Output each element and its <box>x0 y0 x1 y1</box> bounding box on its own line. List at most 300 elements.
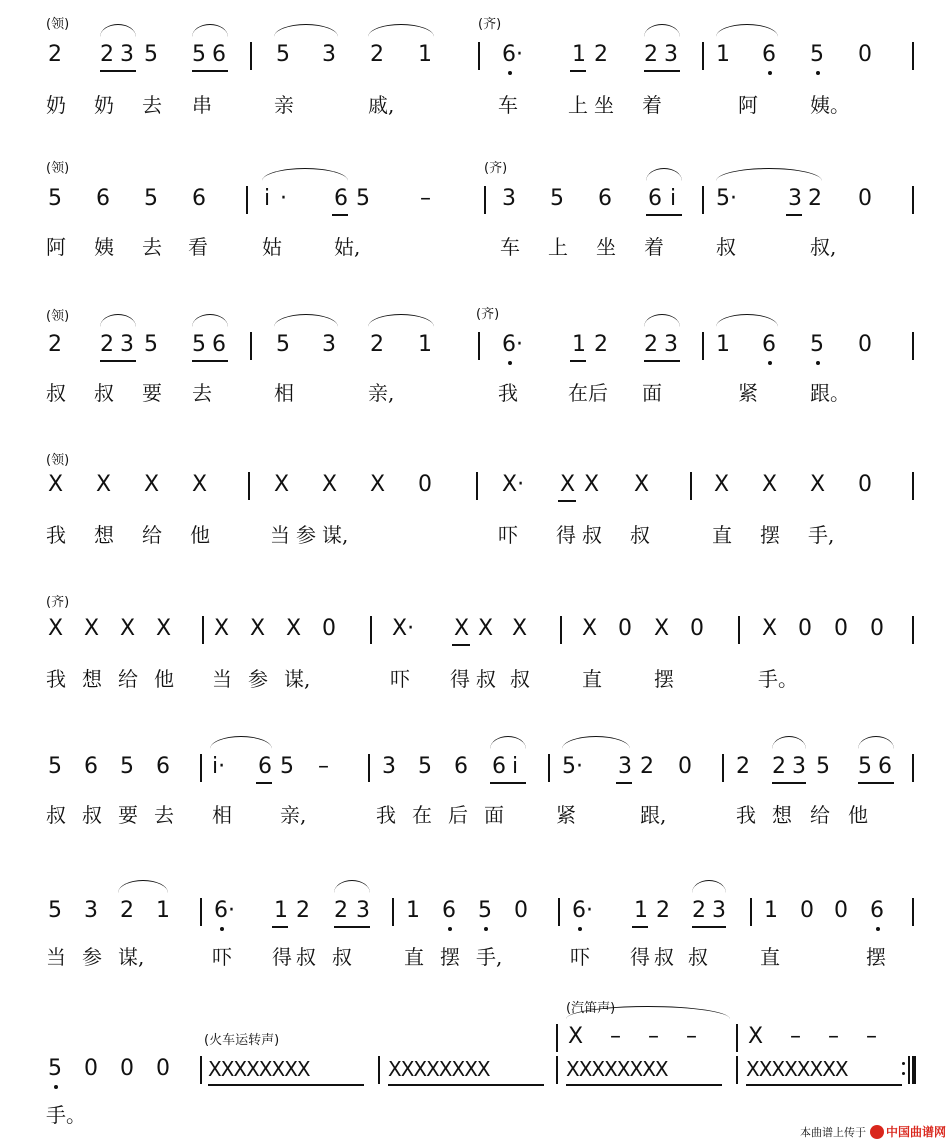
note: 6 <box>598 186 612 211</box>
note: 1 <box>406 898 420 923</box>
note: 5 <box>48 1056 62 1081</box>
lyric: 想 <box>772 803 792 827</box>
note: 1 <box>274 898 288 923</box>
note: 6 <box>156 754 170 779</box>
note: X· <box>502 472 525 497</box>
barline <box>912 42 914 70</box>
note: 0 <box>858 332 872 357</box>
underline <box>746 1084 902 1086</box>
note: 5· <box>562 754 583 779</box>
octave-dot <box>876 927 880 931</box>
barline <box>200 754 202 782</box>
octave-dot <box>220 927 224 931</box>
logo-text: 中国曲谱网 <box>885 1125 946 1139</box>
note: 6 <box>192 186 206 211</box>
underline <box>570 70 586 72</box>
barline <box>736 1024 738 1052</box>
lyric: 叔 <box>82 803 102 827</box>
note: X <box>274 472 290 497</box>
note: 2 <box>640 754 654 779</box>
lyric: 直 <box>582 667 602 691</box>
note: XXXXXXXX <box>746 1057 848 1081</box>
note: 5 <box>816 754 830 779</box>
lyric: 手, <box>808 523 835 547</box>
slur <box>100 314 136 327</box>
note: 2 <box>100 42 114 67</box>
note: 0 <box>834 898 848 923</box>
note: 2 <box>120 898 134 923</box>
lyric: 看 <box>188 235 208 259</box>
lyric: 当 <box>212 667 232 691</box>
note: 1 <box>764 898 778 923</box>
note: X <box>478 616 494 641</box>
underline <box>566 1084 722 1086</box>
underline <box>772 782 806 784</box>
lyric: 给 <box>810 803 830 827</box>
lyrics-line <box>0 232 952 262</box>
system-5 <box>0 590 952 700</box>
note: 3 <box>322 332 336 357</box>
slur <box>644 314 680 327</box>
lyric: 手, <box>476 945 503 969</box>
note: – <box>866 1024 877 1049</box>
note: 5 <box>192 42 206 67</box>
lyric: 摆 <box>440 945 460 969</box>
lyric: 姑 <box>262 235 282 259</box>
barline <box>750 898 752 926</box>
note: 2 <box>48 42 62 67</box>
note: XXXXXXXX <box>388 1057 490 1081</box>
system-1 <box>0 8 952 128</box>
note: X <box>322 472 338 497</box>
lyric: 他 <box>848 803 868 827</box>
lyric: 给 <box>118 667 138 691</box>
slur <box>716 314 778 327</box>
notation-line <box>0 752 952 782</box>
note: 0 <box>858 42 872 67</box>
lyric: 紧 <box>738 381 758 405</box>
underline <box>192 70 228 72</box>
barline <box>690 472 692 500</box>
underline <box>646 214 682 216</box>
lyric: 叔 <box>688 945 708 969</box>
part-label-all: (齐) <box>46 595 70 610</box>
barline <box>912 898 914 926</box>
barline <box>368 754 370 782</box>
underline <box>858 782 894 784</box>
note: 5 <box>418 754 432 779</box>
lyric: 手。 <box>46 1103 86 1127</box>
slur <box>210 736 272 749</box>
note: X <box>714 472 730 497</box>
note: 0 <box>858 472 872 497</box>
note: X <box>560 472 576 497</box>
note: 1 <box>418 332 432 357</box>
lyric: 他 <box>190 523 210 547</box>
slur <box>100 24 136 37</box>
lyric: 想 <box>94 523 114 547</box>
note: 0 <box>156 1056 170 1081</box>
barline <box>476 472 478 500</box>
note: 6 <box>258 754 272 779</box>
note: 1 <box>572 42 586 67</box>
octave-dot <box>508 361 512 365</box>
lyrics-line <box>0 664 952 694</box>
barline <box>484 186 486 214</box>
note: – <box>610 1024 621 1049</box>
lyric: 想 <box>82 667 102 691</box>
note: 2 <box>808 186 822 211</box>
slur <box>772 736 806 749</box>
note: 6 <box>442 898 456 923</box>
note: i <box>670 186 677 211</box>
lyric: 阿 <box>46 235 66 259</box>
note: X <box>214 616 230 641</box>
barline <box>392 898 394 926</box>
note: 3 <box>84 898 98 923</box>
note: – <box>420 186 431 211</box>
note: 0 <box>690 616 704 641</box>
lyric: 得 <box>630 945 650 969</box>
notation-line <box>0 1054 952 1084</box>
note: 6 <box>334 186 348 211</box>
barline <box>250 332 252 360</box>
note: X <box>96 472 112 497</box>
barline <box>736 1056 738 1084</box>
lyric: 亲, <box>280 803 307 827</box>
notation-line <box>0 40 952 70</box>
lyrics-line <box>0 378 952 408</box>
barline <box>478 332 480 360</box>
note: 1 <box>156 898 170 923</box>
lyric: 坐 <box>594 93 614 117</box>
note: 2 <box>644 332 658 357</box>
note: – <box>828 1024 839 1049</box>
repeat-dot <box>902 1072 905 1075</box>
slur <box>192 24 228 37</box>
barline <box>722 754 724 782</box>
note: 5 <box>48 186 62 211</box>
note: X <box>810 472 826 497</box>
note: 2 <box>594 42 608 67</box>
note: 0 <box>84 1056 98 1081</box>
note: X· <box>392 616 415 641</box>
slur <box>716 24 778 37</box>
lyric: 叔 <box>332 945 352 969</box>
underline <box>388 1084 544 1086</box>
note: XXXXXXXX <box>208 1057 310 1081</box>
lyric: 相 <box>274 381 294 405</box>
barline <box>560 616 562 644</box>
note: 2 <box>296 898 310 923</box>
note: 3 <box>788 186 802 211</box>
note: X <box>654 616 670 641</box>
lyric: 叔 <box>94 381 114 405</box>
site-logo[interactable] <box>870 1123 946 1140</box>
note: 5 <box>144 332 158 357</box>
lyric: 叔 <box>476 667 496 691</box>
note: 0 <box>870 616 884 641</box>
note: X <box>762 616 778 641</box>
lyric: 叔 <box>46 381 66 405</box>
octave-dot <box>816 361 820 365</box>
barline <box>200 1056 202 1084</box>
lyric: 姑, <box>334 235 361 259</box>
lyric: 叔 <box>654 945 674 969</box>
note: 5 <box>276 332 290 357</box>
lyric: 在 <box>412 803 432 827</box>
note: i <box>512 754 519 779</box>
note: 0 <box>618 616 632 641</box>
slur <box>644 24 680 37</box>
note: 0 <box>322 616 336 641</box>
note: 3 <box>792 754 806 779</box>
lyric: 直 <box>712 523 732 547</box>
lyrics-line <box>0 800 952 830</box>
lyric: 面 <box>484 803 504 827</box>
logo-icon <box>870 1125 884 1139</box>
slur <box>368 24 434 37</box>
note: 5 <box>356 186 370 211</box>
note: 5 <box>858 754 872 779</box>
slur <box>858 736 894 749</box>
system-3 <box>0 298 952 418</box>
barline <box>556 1056 558 1084</box>
lyric: 吓 <box>390 667 410 691</box>
lyric: 去 <box>192 381 212 405</box>
lyric: 相 <box>212 803 232 827</box>
part-label-all: (齐) <box>478 17 502 32</box>
lyric: 跟。 <box>810 381 850 405</box>
underline <box>632 926 648 928</box>
lyric: 奶 <box>94 93 114 117</box>
underline <box>644 70 680 72</box>
note: 0 <box>678 754 692 779</box>
note: 0 <box>120 1056 134 1081</box>
sound-label-train: (火车运转声) <box>204 1033 280 1048</box>
note: 6 <box>454 754 468 779</box>
barline <box>202 616 204 644</box>
lyrics-line <box>0 520 952 550</box>
octave-dot <box>816 71 820 75</box>
octave-dot <box>484 927 488 931</box>
barline <box>912 332 914 360</box>
lyric: 吓 <box>498 523 518 547</box>
final-barline-thick <box>912 1056 916 1084</box>
part-label-lead: (领) <box>46 309 70 324</box>
lyric: 叔 <box>716 235 736 259</box>
note: 1 <box>572 332 586 357</box>
lyric: 在后 <box>568 381 608 405</box>
notation-line <box>0 330 952 360</box>
note: 5 <box>144 186 158 211</box>
notation-line <box>0 184 952 214</box>
underline <box>192 360 228 362</box>
note: 5 <box>810 332 824 357</box>
lyric: 得 <box>556 523 576 547</box>
note: 6· <box>572 898 593 923</box>
note: 2 <box>772 754 786 779</box>
note: X <box>48 472 64 497</box>
barline <box>478 42 480 70</box>
lyric: 我 <box>376 803 396 827</box>
lyric: 要 <box>142 381 162 405</box>
lyric: 得 <box>272 945 292 969</box>
note: X <box>84 616 100 641</box>
note: 3 <box>618 754 632 779</box>
slur <box>490 736 526 749</box>
slur <box>192 314 228 327</box>
note: 5· <box>716 186 737 211</box>
lyric: 直 <box>760 945 780 969</box>
system-7 <box>0 880 952 990</box>
lyric: 摆 <box>654 667 674 691</box>
lyric: 谋, <box>322 523 349 547</box>
octave-dot <box>768 71 772 75</box>
note: 1 <box>418 42 432 67</box>
note: – <box>648 1024 659 1049</box>
note: X <box>762 472 778 497</box>
site-footer <box>800 1123 946 1140</box>
lyrics-line <box>0 942 952 972</box>
note: 5 <box>192 332 206 357</box>
note: 0 <box>834 616 848 641</box>
note: 6 <box>648 186 662 211</box>
note: 6 <box>212 42 226 67</box>
slur <box>692 880 726 893</box>
note: 6 <box>212 332 226 357</box>
note: · <box>280 186 287 211</box>
note: 5 <box>48 754 62 779</box>
lyric: 当 <box>270 523 290 547</box>
underline <box>334 926 370 928</box>
barline <box>250 42 252 70</box>
note: 5 <box>280 754 294 779</box>
octave-dot <box>54 1085 58 1089</box>
lyric: 吓 <box>570 945 590 969</box>
lyric: 他 <box>154 667 174 691</box>
lyric: 吓 <box>212 945 232 969</box>
note: X <box>634 472 650 497</box>
note: 0 <box>514 898 528 923</box>
lyric: 谋, <box>118 945 145 969</box>
note: 3 <box>502 186 516 211</box>
note: 2 <box>100 332 114 357</box>
notation-line <box>0 614 952 644</box>
system-2 <box>0 152 952 272</box>
underline <box>644 360 680 362</box>
lyric: 谋, <box>284 667 311 691</box>
part-label-lead: (领) <box>46 453 70 468</box>
barline <box>558 898 560 926</box>
note: X <box>512 616 528 641</box>
barline <box>378 1056 380 1084</box>
note: – <box>790 1024 801 1049</box>
note: 6 <box>870 898 884 923</box>
note: 2 <box>656 898 670 923</box>
slur <box>646 168 682 181</box>
note: 3 <box>120 42 134 67</box>
barline <box>556 1024 558 1052</box>
octave-dot <box>768 361 772 365</box>
barline <box>702 42 704 70</box>
note: 2 <box>370 42 384 67</box>
slur <box>262 168 348 181</box>
lyric: 得 <box>450 667 470 691</box>
lyric: 我 <box>46 523 66 547</box>
underline <box>558 500 576 502</box>
underline <box>100 360 136 362</box>
barline <box>248 472 250 500</box>
note: X <box>454 616 470 641</box>
lyric: 坐 <box>596 235 616 259</box>
underline <box>332 214 348 216</box>
lyric: 我 <box>46 667 66 691</box>
note: 5 <box>478 898 492 923</box>
note: 2 <box>48 332 62 357</box>
slur <box>716 168 822 181</box>
lyric: 车 <box>500 235 520 259</box>
notation-line <box>0 470 952 500</box>
part-label-lead: (领) <box>46 17 70 32</box>
lyric: 亲, <box>368 381 395 405</box>
note: 2 <box>644 42 658 67</box>
lyric: 去 <box>142 93 162 117</box>
lyric: 叔 <box>630 523 650 547</box>
note: 6· <box>214 898 235 923</box>
note: 5 <box>810 42 824 67</box>
note: 6 <box>492 754 506 779</box>
note: 3 <box>356 898 370 923</box>
lyric: 手。 <box>758 667 798 691</box>
underline <box>490 782 526 784</box>
slur <box>274 314 338 327</box>
lyric: 摆 <box>760 523 780 547</box>
notation-line <box>0 1022 952 1048</box>
lyric: 参 <box>296 523 316 547</box>
note: 5 <box>120 754 134 779</box>
note: 6 <box>96 186 110 211</box>
lyrics-line <box>0 90 952 120</box>
underline <box>208 1084 364 1086</box>
note: 6 <box>878 754 892 779</box>
note: 3 <box>382 754 396 779</box>
note: 1 <box>634 898 648 923</box>
lyric: 跟, <box>640 803 667 827</box>
system-6 <box>0 740 952 850</box>
slur <box>334 880 370 893</box>
note: 5 <box>276 42 290 67</box>
lyric: 姨。 <box>810 93 850 117</box>
part-label-lead: (领) <box>46 161 70 176</box>
barline <box>912 472 914 500</box>
upload-text: 本曲谱上传于 <box>799 1125 866 1139</box>
lyric: 参 <box>248 667 268 691</box>
note: XXXXXXXX <box>566 1057 668 1081</box>
lyric: 叔 <box>296 945 316 969</box>
sound-label-whistle: (汽笛声) <box>566 1001 616 1016</box>
barline <box>702 186 704 214</box>
note: 0 <box>798 616 812 641</box>
lyric: 给 <box>142 523 162 547</box>
lyric: 后 <box>448 803 468 827</box>
lyric: 要 <box>118 803 138 827</box>
lyric: 串 <box>192 93 212 117</box>
note: 1 <box>716 332 730 357</box>
note: X <box>120 616 136 641</box>
lyric: 紧 <box>556 803 576 827</box>
note: 3 <box>664 332 678 357</box>
